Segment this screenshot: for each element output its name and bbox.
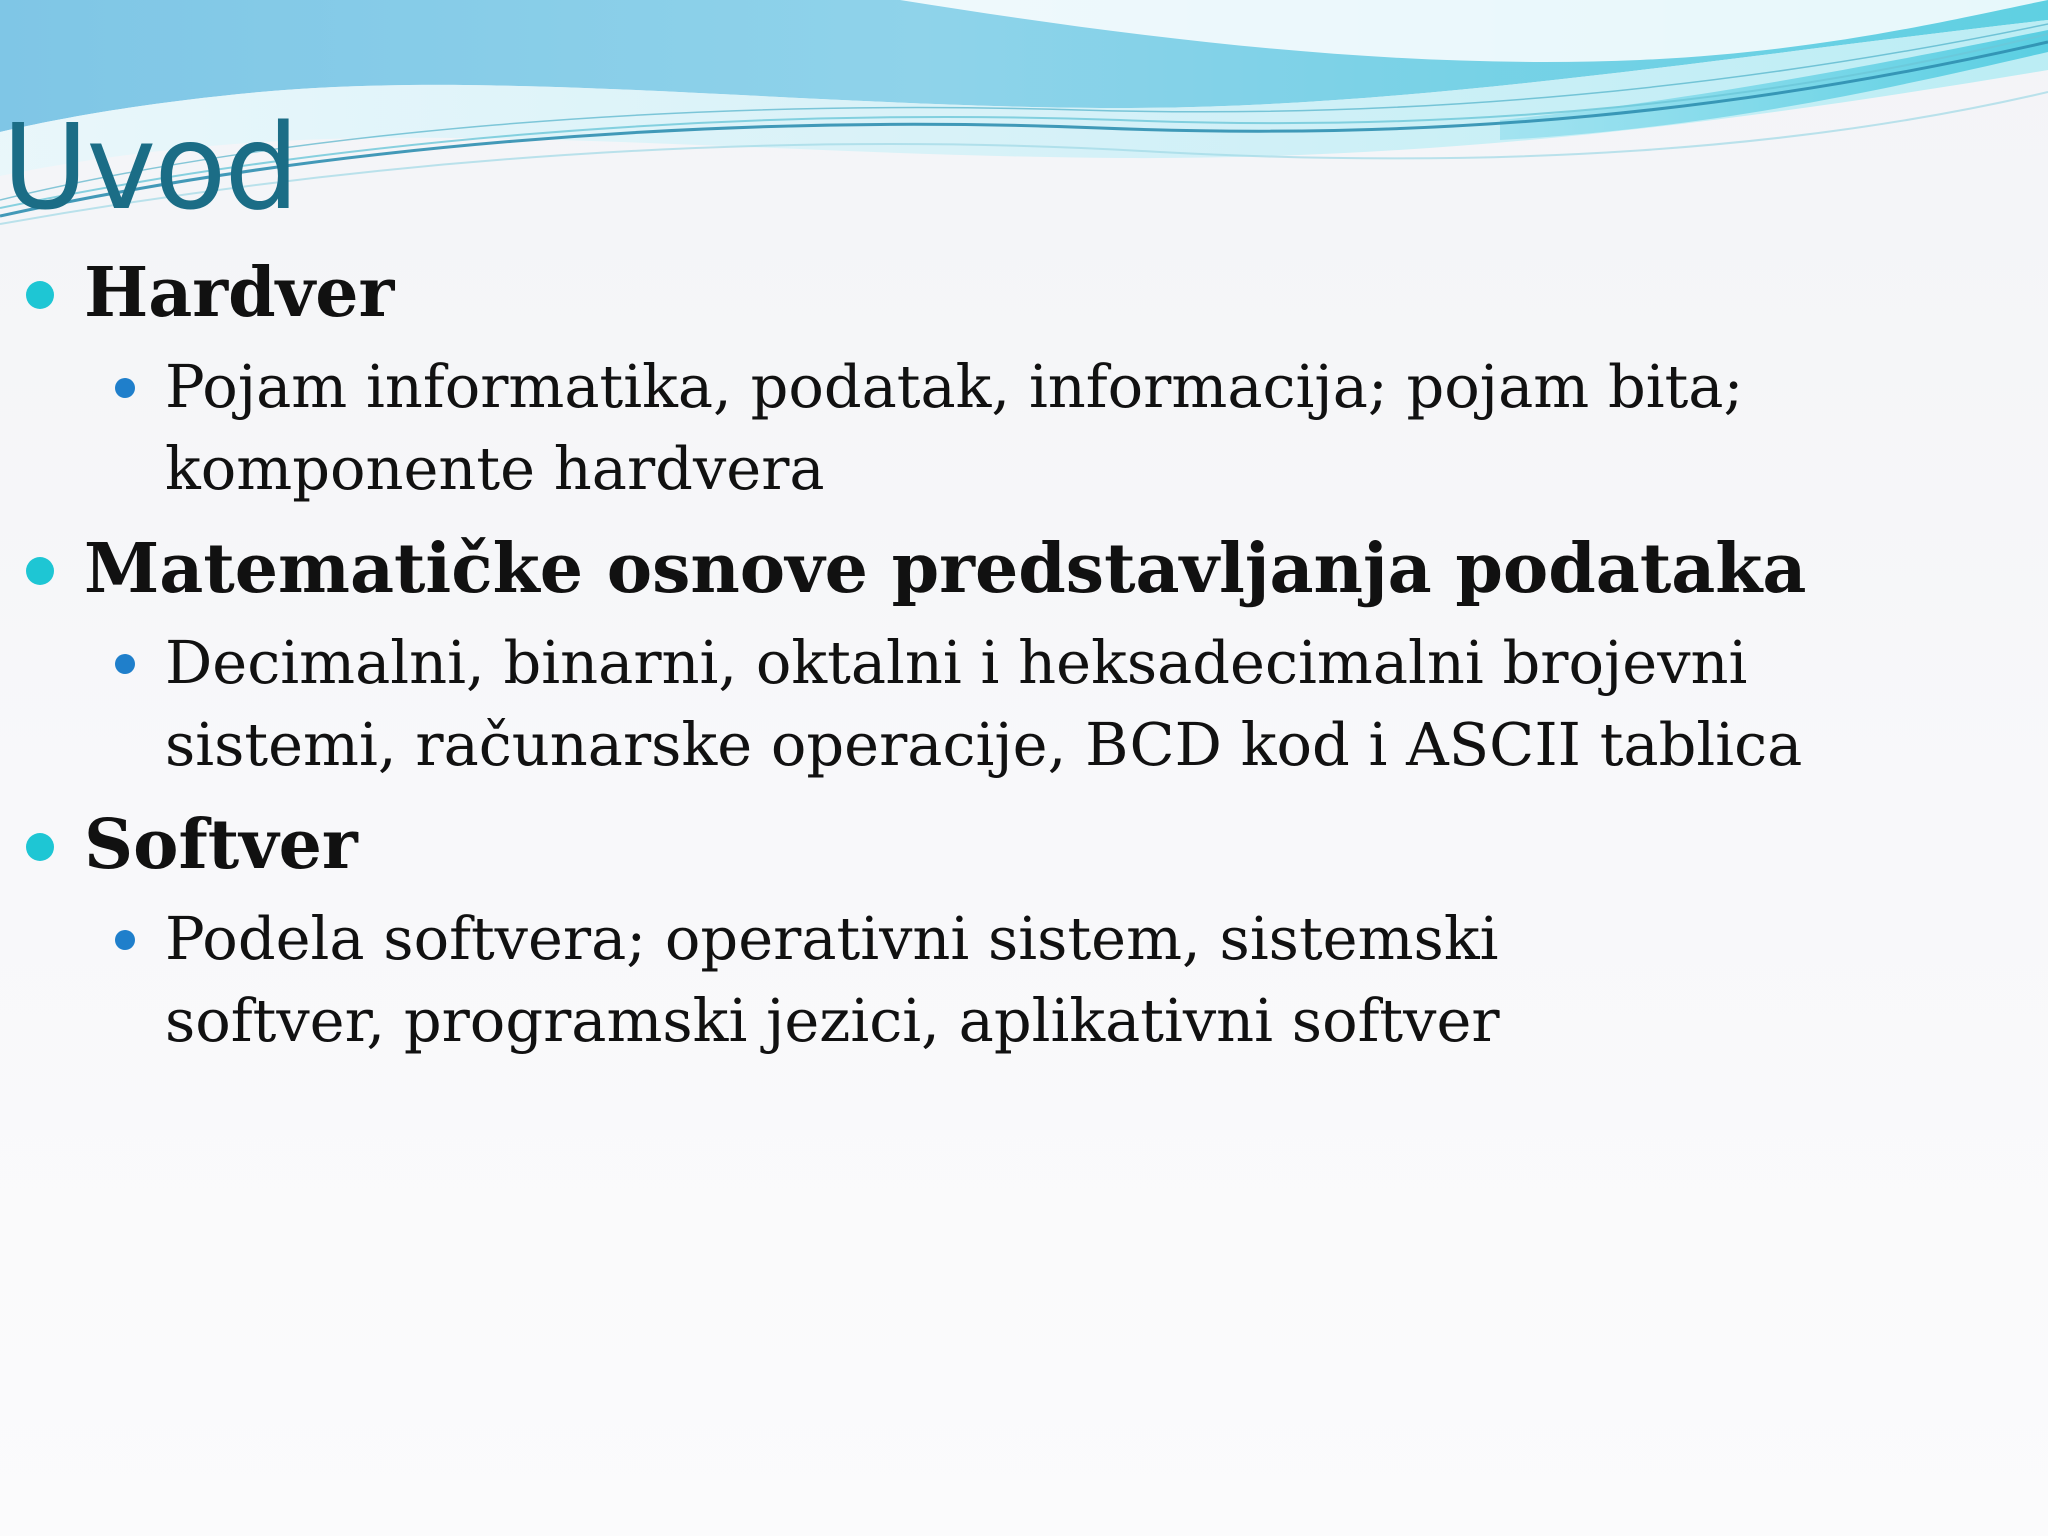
sub-bullet-line: Podela softvera; operativni sistem, sistemski xyxy=(165,904,1499,973)
wave-decoration xyxy=(0,0,2048,240)
section-heading: Hardver xyxy=(0,248,2048,338)
section-heading: Matematičke osnove predstavljanja podataka xyxy=(0,524,2048,614)
section-softver xyxy=(0,800,2048,1062)
sub-bullet-line: Pojam informatika, podatak, informacija; pojam bita; xyxy=(165,352,1744,421)
section-matematicke-osnove xyxy=(0,524,2048,786)
sub-bullet-line: softver, programski jezici, aplikativni softver xyxy=(165,986,1500,1055)
sub-bullet-line: komponente hardvera xyxy=(165,434,825,503)
sub-bullet-line: Decimalni, binarni, oktalni i heksadecimalni brojevni xyxy=(165,628,1748,697)
sub-bullet xyxy=(0,622,2048,786)
sub-bullet-line: sistemi, računarske operacije, BCD kod i ASCII tablica xyxy=(165,710,1803,779)
section-heading: Softver xyxy=(0,800,2048,890)
bullet-list xyxy=(0,248,2048,1076)
sub-bullet xyxy=(0,898,2048,1062)
sub-bullet xyxy=(0,346,2048,510)
slide-title: Uvod xyxy=(2,98,298,236)
section-hardver xyxy=(0,248,2048,510)
